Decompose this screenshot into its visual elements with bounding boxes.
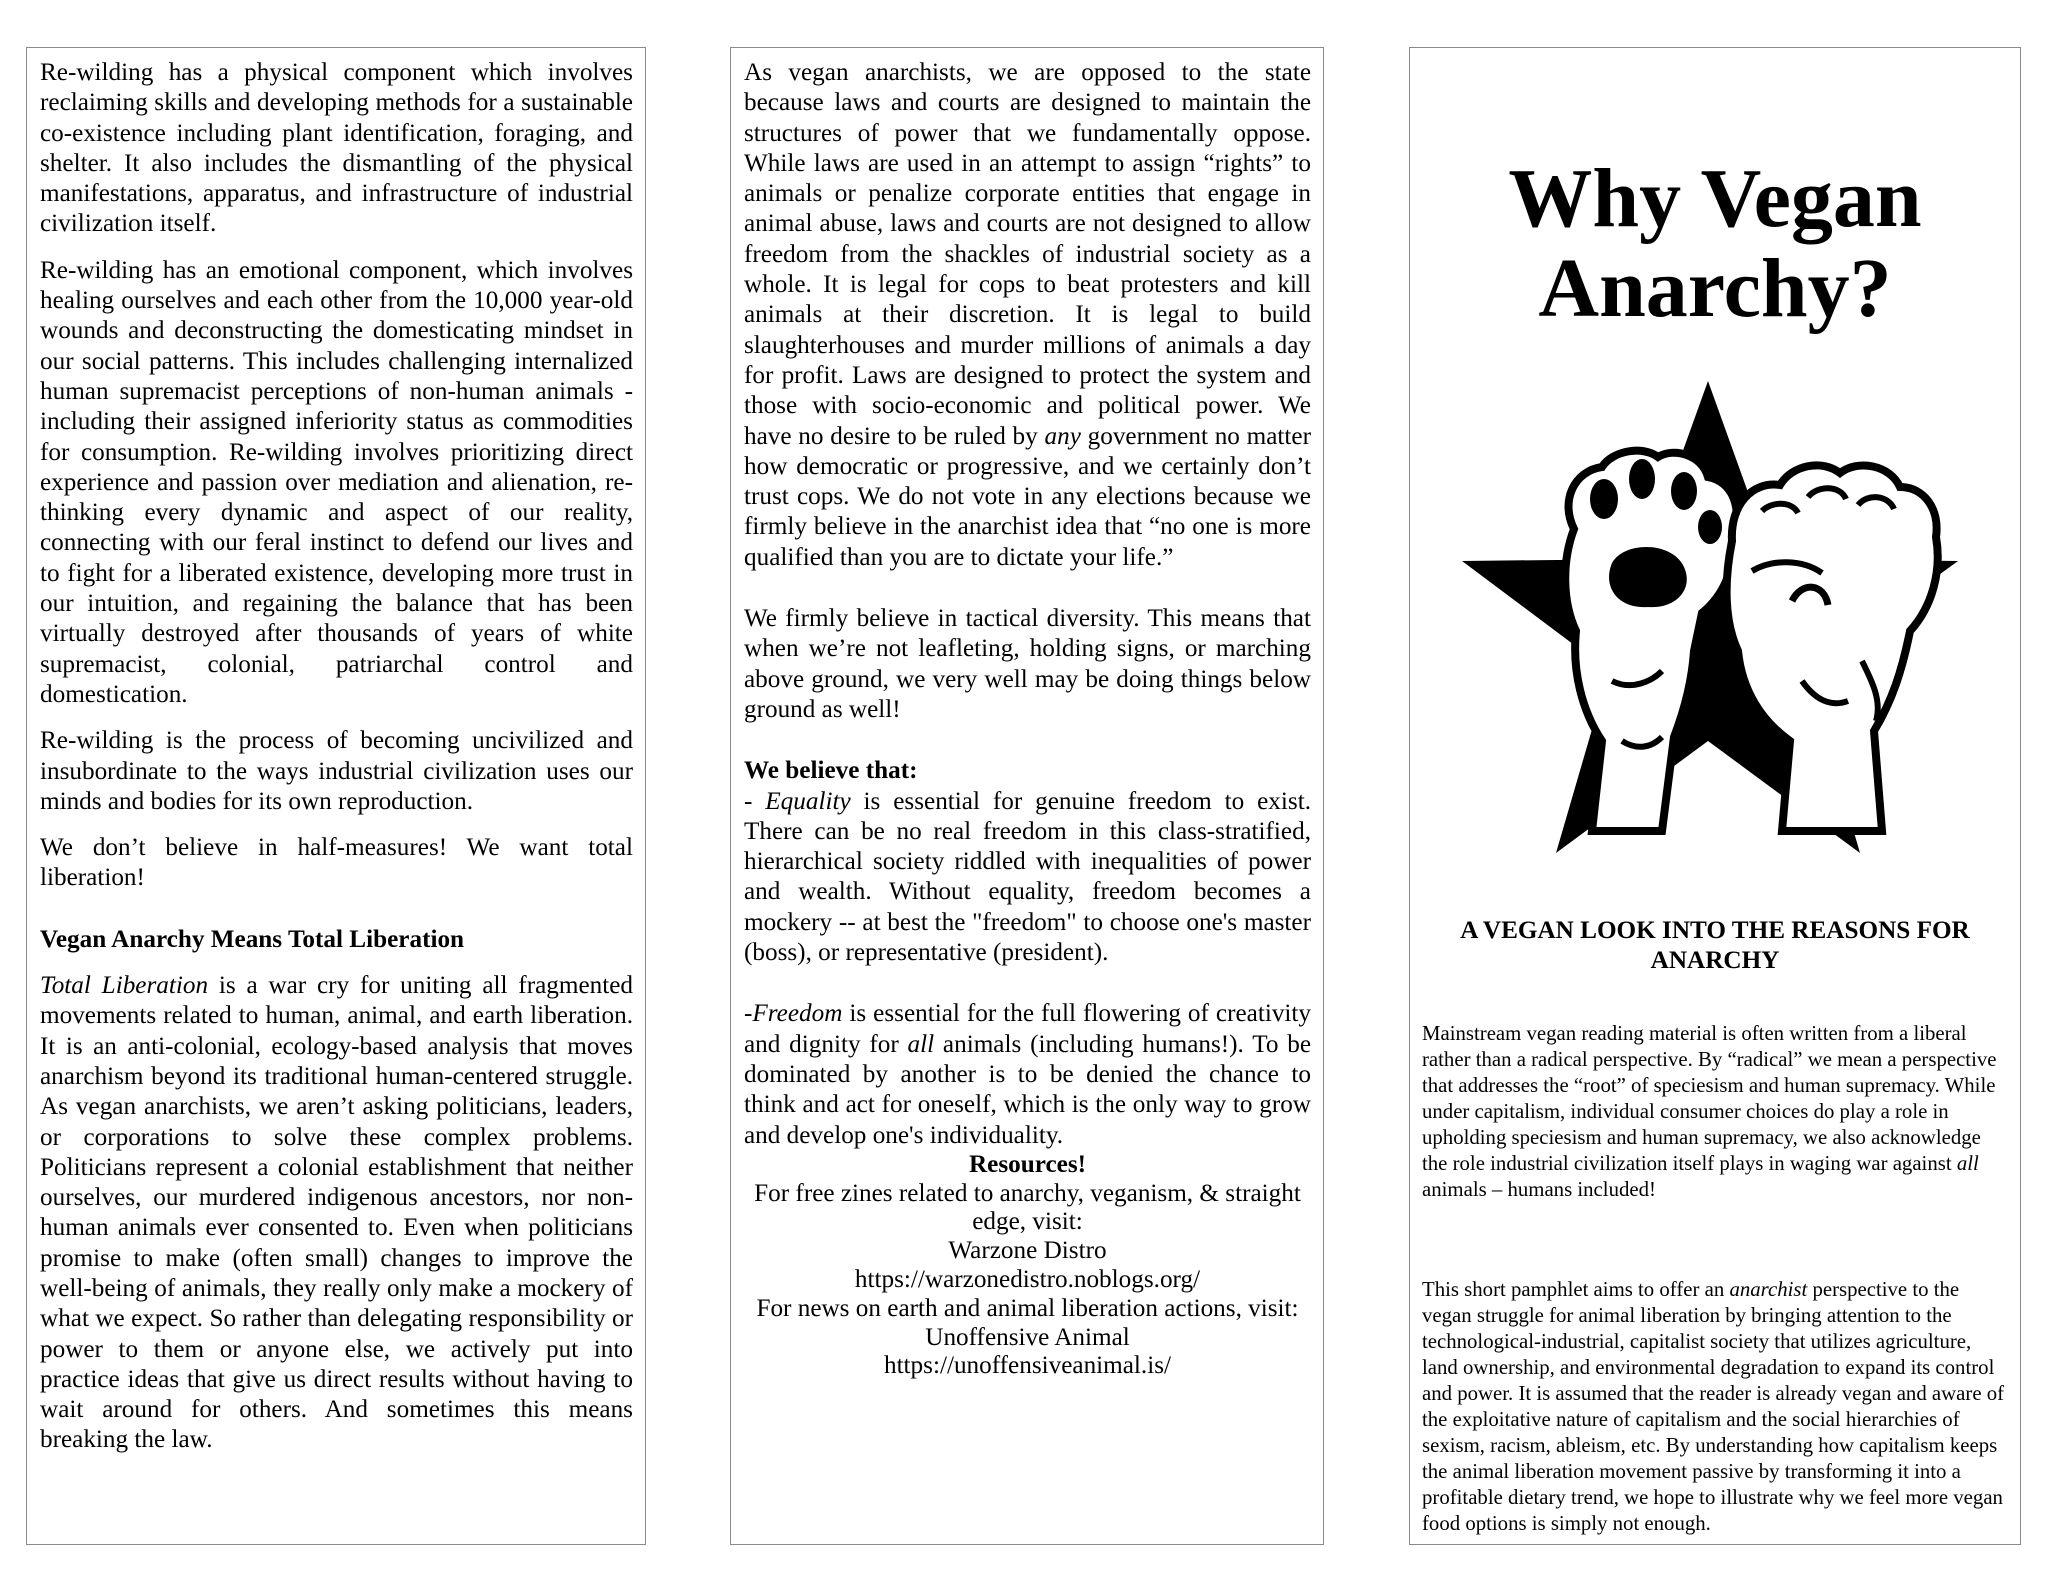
mainstream-text-b: animals – humans included! bbox=[1422, 1178, 1656, 1201]
freedom-emphasis-all: all bbox=[907, 1030, 935, 1058]
mainstream-emphasis-all: all bbox=[1956, 1152, 1979, 1175]
panel-left bbox=[26, 47, 646, 1545]
cover-title bbox=[1410, 154, 2020, 334]
freedom-prefix: - bbox=[744, 1000, 753, 1028]
freedom-text-b: animals (including humans!). To be dominated by another is to be denied the chance to think and act for oneself, which is the only way to grow and develop one's individuality. bbox=[744, 1030, 1311, 1149]
believe-heading: We believe that: bbox=[744, 757, 918, 785]
state-text-b: government no matter how democratic or progressive, and we certainly don’t trust cops. We do not vote in any elections because we firmly believe in the anarchist idea that “no one is more qualified than you are to dictate your life.” bbox=[744, 422, 1311, 571]
panel-middle bbox=[730, 47, 1324, 1545]
state-emphasis-any: any bbox=[1044, 422, 1081, 450]
equality-emphasis: Equality bbox=[765, 787, 851, 815]
resources-news-line: For news on earth and animal liberation actions, visit: bbox=[756, 1294, 1299, 1322]
pamphlet-text-a: This short pamphlet aims to offer an bbox=[1422, 1278, 1730, 1301]
paragraph-half-measures: We don’t believe in half-measures! We want total liberation! bbox=[40, 834, 633, 892]
cover-title-line1: Why Vegan bbox=[1508, 152, 1922, 245]
state-text-a: As vegan anarchists, we are opposed to the state because laws and courts are designed to maintain the structures of power that we fundamentally oppose. While laws are used in an attempt to assign “rights” to animals or penalize corporate entities that engage in animal abuse, laws and courts are not designed to allow freedom from the shackles of industrial society as a whole. It is legal for cops to beat protesters and kill animals at their discretion. It is legal to build slaughterhouses and murder millions of animals a day for profit. Laws are designed to protect the system and those with socio-economic and political power. We have no desire to be ruled by bbox=[744, 59, 1311, 450]
resources-heading: Resources! bbox=[968, 1150, 1087, 1178]
paragraph-rewilding-process: Re-wilding is the process of becoming uncivilized and insubordinate to the ways industrial civilization uses our minds and bodies for its own reproduction. bbox=[40, 727, 633, 815]
paragraph-mainstream-vegan bbox=[1422, 1021, 2008, 1203]
star-paw-fist-emblem-icon bbox=[1462, 381, 1962, 921]
freedom-emphasis: Freedom bbox=[752, 1000, 843, 1028]
paragraph-tactical-diversity: We firmly believe in tactical diversity. This means that when we’re not leafleting, holding signs, or marching above ground, we very well may be doing things below ground as well! bbox=[744, 605, 1311, 723]
paragraph-freedom bbox=[744, 999, 1311, 1150]
equality-text: is essential for genuine freedom to exist. There can be no real freedom in this class-stratified, hierarchical society riddled with inequalities of power and wealth. Without equality, freedom becomes a mockery -- at best the "freedom" to choose one's master (boss), or representative (president). bbox=[744, 787, 1311, 967]
freedom-text-a: is essential for the full flowering of creativity and dignity for bbox=[744, 1000, 1311, 1058]
resources-section bbox=[744, 1151, 1311, 1381]
paragraph-total-liberation bbox=[40, 971, 633, 1456]
total-liberation-emphasis: Total Liberation bbox=[40, 972, 209, 1000]
resource-name-warzone: Warzone Distro bbox=[948, 1237, 1107, 1265]
resource-name-unoffensive: Unoffensive Animal bbox=[925, 1323, 1130, 1351]
resource-link-warzone[interactable]: https://warzonedistro.noblogs.org/ bbox=[854, 1265, 1201, 1293]
paragraph-pamphlet-aims bbox=[1422, 1277, 2008, 1537]
cover-title-line2: Anarchy? bbox=[1538, 242, 1892, 335]
equality-prefix: - bbox=[744, 787, 766, 815]
panel-cover bbox=[1409, 47, 2021, 1545]
section-heading-total-liberation: Vegan Anarchy Means Total Liberation bbox=[40, 925, 465, 953]
total-liberation-text: is a war cry for uniting all fragmented movements related to human, animal, and earth liberation. It is an anti-colonial, ecology-based analysis that moves anarchism beyond its traditional human-centered struggle. As vegan anarchists, we aren’t asking politicians, leaders, or corporations to solve these complex problems. Politicians represent a colonial establishment that neither ourselves, our murdered indigenous ancestors, nor non-human animals ever consented to. Even when politicians promise to make (often small) changes to improve the well-being of animals, they really only make a mockery of what we expect. So rather than delegating responsibility or power to them or anyone else, we actively put into practice ideas that give us direct results without having to wait around for others. And sometimes this means breaking the law. bbox=[40, 972, 633, 1454]
cover-subtitle: A VEGAN LOOK INTO THE REASONS FOR ANARCHY bbox=[1460, 917, 1970, 974]
paragraph-opposed-to-state bbox=[744, 58, 1311, 573]
pamphlet-emphasis-anarchist: anarchist bbox=[1729, 1278, 1808, 1301]
paragraph-equality bbox=[744, 787, 1311, 969]
pamphlet-text-b: perspective to the vegan struggle for animal liberation by bringing attention to the technological-industrial, capitalist society that utilizes agriculture, land ownership, and environmental degradation to expand its control and power. It is assumed that the reader is already vegan and aware of the exploitative nature of capitalism and the social hierarchies of sexism, racism, ableism, etc. By understanding how capitalism keeps the animal liberation movement passive by transforming it into a profitable dietary trend, we hope to illustrate why we feel more vegan food options is simply not enough. bbox=[1422, 1278, 2005, 1535]
paragraph-emotional-rewilding: Re-wilding has an emotional component, which involves healing ourselves and each other from the 10,000 year-old wounds and deconstructing the domesticating mindset in our social patterns. This includes challenging internalized human supremacist perceptions of non-human animals - including their assigned inferiority status as commodities for consumption. Re-wilding involves prioritizing direct experience and passion over mediation and alienation, re-thinking every dynamic and aspect of our reality, connecting with our feral instinct to defend our lives and to fight for a liberated existence, developing more trust in our intuition, and regaining the balance that has been virtually destroyed after thousands of years of white supremacist, colonial, patriarchal control and domestication. bbox=[40, 256, 633, 708]
resource-link-unoffensive[interactable]: https://unoffensiveanimal.is/ bbox=[883, 1352, 1172, 1380]
mainstream-text-a: Mainstream vegan reading material is often written from a liberal rather than a radical perspective. By “radical” we mean a perspective that addresses the “root” of speciesism and human supremacy. While under capitalism, individual consumer choices do play a role in upholding speciesism and human supremacy, we also acknowledge the role industrial civilization itself plays in waging war against bbox=[1422, 1022, 1997, 1175]
paragraph-physical-rewilding: Re-wilding has a physical component which involves reclaiming skills and developing methods for a sustainable co-existence including plant identification, foraging, and shelter. It also includes the dismantling of the physical manifestations, apparatus, and infrastructure of industrial civilization itself. bbox=[40, 59, 633, 238]
resources-zines-line: For free zines related to anarchy, veganism, & straight edge, visit: bbox=[754, 1179, 1301, 1236]
